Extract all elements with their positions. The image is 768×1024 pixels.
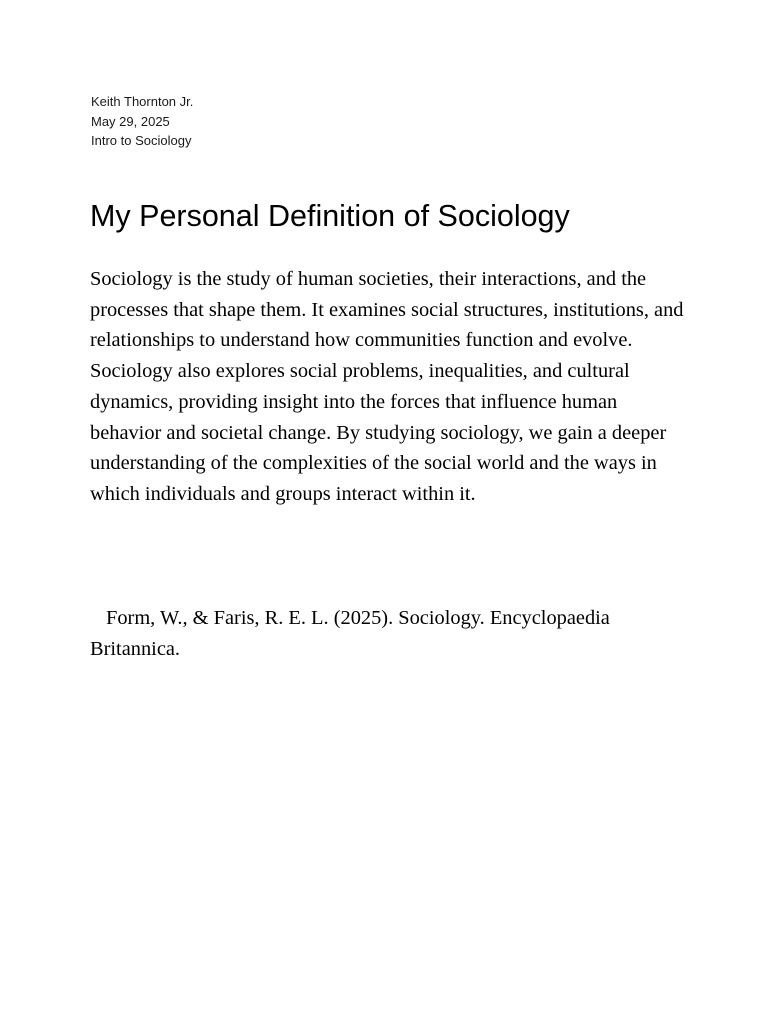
document-title: My Personal Definition of Sociology	[90, 199, 570, 233]
document-header	[91, 92, 193, 151]
document-date: May 29, 2025	[91, 113, 170, 129]
course-name: Intro to Sociology	[91, 133, 192, 148]
author-name: Keith Thornton Jr.	[91, 94, 194, 109]
body-paragraph: Sociology is the study of human societies, their interactions, and the processes that shape them. It examines social structures, institutions, and relationships to understand how communities function and evolve. Sociology also explores social problems, inequalities, and cultural dynamics, providing insight into the forces that influence human behavior and societal change. By studying sociology, we gain a deeper understanding of the complexities of the social world and the ways in which individuals and groups interact within it.	[90, 268, 684, 505]
citation: Form, W., & Faris, R. E. L. (2025). Sociology. Encyclopaedia Britannica.	[90, 607, 610, 660]
